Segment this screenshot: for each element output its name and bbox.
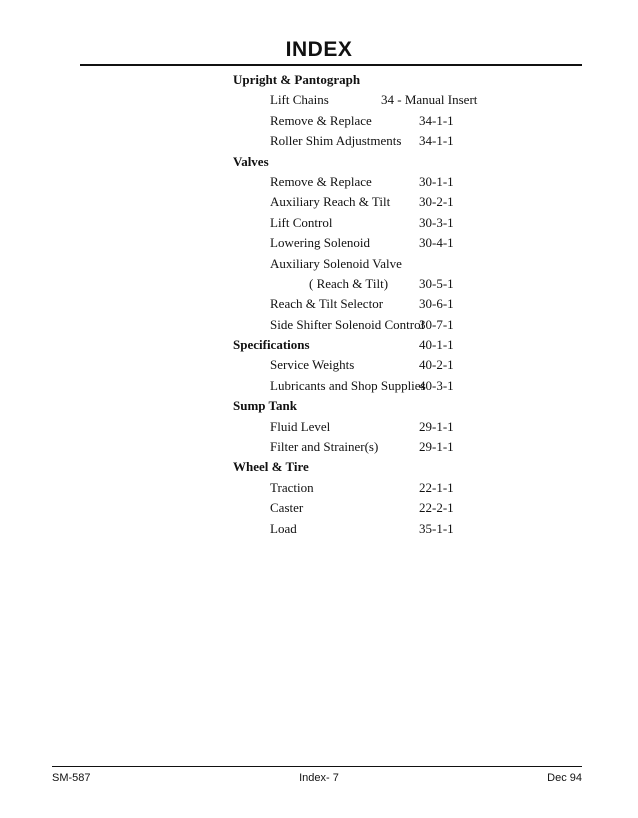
index-entry-page-ref: 29-1-1 xyxy=(419,439,454,455)
footer-rule xyxy=(52,766,582,767)
index-entry-page-ref: 34-1-1 xyxy=(419,133,454,149)
section-heading xyxy=(233,335,533,355)
footer-doc-number: SM-587 xyxy=(52,772,91,784)
footer-page-number: Index- 7 xyxy=(299,772,339,784)
index-entry-label: Remove & Replace xyxy=(270,173,372,189)
index-entry-page-ref: 40-2-1 xyxy=(419,357,454,373)
section-heading xyxy=(233,457,533,477)
index-entry xyxy=(233,355,533,375)
index-entry-label: Lowering Solenoid xyxy=(270,235,371,251)
section-page-ref: 40-1-1 xyxy=(419,337,454,353)
index-entry-label: Filter and Strainer(s) xyxy=(270,439,379,455)
index-entry xyxy=(233,254,533,274)
index-entry-label: Reach & Tilt Selector xyxy=(270,296,384,312)
index-entry-label: Auxiliary Solenoid Valve xyxy=(270,255,402,271)
index-entry-label: Lift Chains xyxy=(270,92,329,108)
index-entry xyxy=(233,519,533,539)
index-entry xyxy=(233,294,533,314)
index-entry xyxy=(233,417,533,437)
index-entry xyxy=(233,233,533,253)
index-entry-page-ref: 29-1-1 xyxy=(419,418,454,434)
index-entry-label: Fluid Level xyxy=(270,418,331,434)
index-entry-label: Auxiliary Reach & Tilt xyxy=(270,194,391,210)
index-entry xyxy=(233,90,533,110)
index-entry-page-ref: 34 - Manual Insert xyxy=(381,92,478,108)
index-entry xyxy=(233,478,533,498)
index-entry-label: Side Shifter Solenoid Control xyxy=(270,316,425,332)
section-heading xyxy=(233,396,533,416)
section-heading xyxy=(233,70,533,90)
index-entry-label: ( Reach & Tilt) xyxy=(309,275,389,291)
index-entry-page-ref: 40-3-1 xyxy=(419,377,454,393)
index-entry-page-ref: 30-5-1 xyxy=(419,275,454,291)
index-entry-label: Roller Shim Adjustments xyxy=(270,133,402,149)
index-entry xyxy=(233,498,533,518)
index-entry xyxy=(233,274,533,294)
index-entry-page-ref: 30-6-1 xyxy=(419,296,454,312)
index-entry xyxy=(233,131,533,151)
section-heading-label: Wheel & Tire xyxy=(233,459,309,475)
index-entry-page-ref: 30-7-1 xyxy=(419,316,454,332)
index-entry xyxy=(233,315,533,335)
index-entry-page-ref: 30-3-1 xyxy=(419,214,454,230)
section-heading-label: Specifications xyxy=(233,337,310,353)
index-entry-page-ref: 22-1-1 xyxy=(419,479,454,495)
index-entry-page-ref: 22-2-1 xyxy=(419,500,454,516)
index-entry-label: Caster xyxy=(270,500,304,516)
index-entry-page-ref: 30-1-1 xyxy=(419,173,454,189)
index-entry xyxy=(233,437,533,457)
index-entry-page-ref: 35-1-1 xyxy=(419,520,454,536)
footer-date: Dec 94 xyxy=(547,772,582,784)
section-heading-label: Upright & Pantograph xyxy=(233,72,361,87)
index-entry-page-ref: 34-1-1 xyxy=(419,112,454,128)
index-entry-label: Lift Control xyxy=(270,214,333,230)
index-entry-label: Lubricants and Shop Supplies xyxy=(270,377,426,393)
index-entry xyxy=(233,213,533,233)
header-rule xyxy=(80,64,582,66)
index-entry-label: Service Weights xyxy=(270,357,355,373)
index-entry-label: Remove & Replace xyxy=(270,112,372,128)
index-entry xyxy=(233,111,533,131)
index-entry xyxy=(233,376,533,396)
index-entry-page-ref: 30-2-1 xyxy=(419,194,454,210)
index-entry xyxy=(233,192,533,212)
index-entry xyxy=(233,172,533,192)
section-heading-label: Valves xyxy=(233,153,269,169)
index-entry-label: Traction xyxy=(270,479,314,495)
section-heading xyxy=(233,152,533,172)
index-list xyxy=(233,70,533,539)
section-heading-label: Sump Tank xyxy=(233,398,297,414)
index-entry-label: Load xyxy=(270,520,297,536)
page-title: INDEX xyxy=(285,38,353,61)
index-entry-page-ref: 30-4-1 xyxy=(419,235,454,251)
